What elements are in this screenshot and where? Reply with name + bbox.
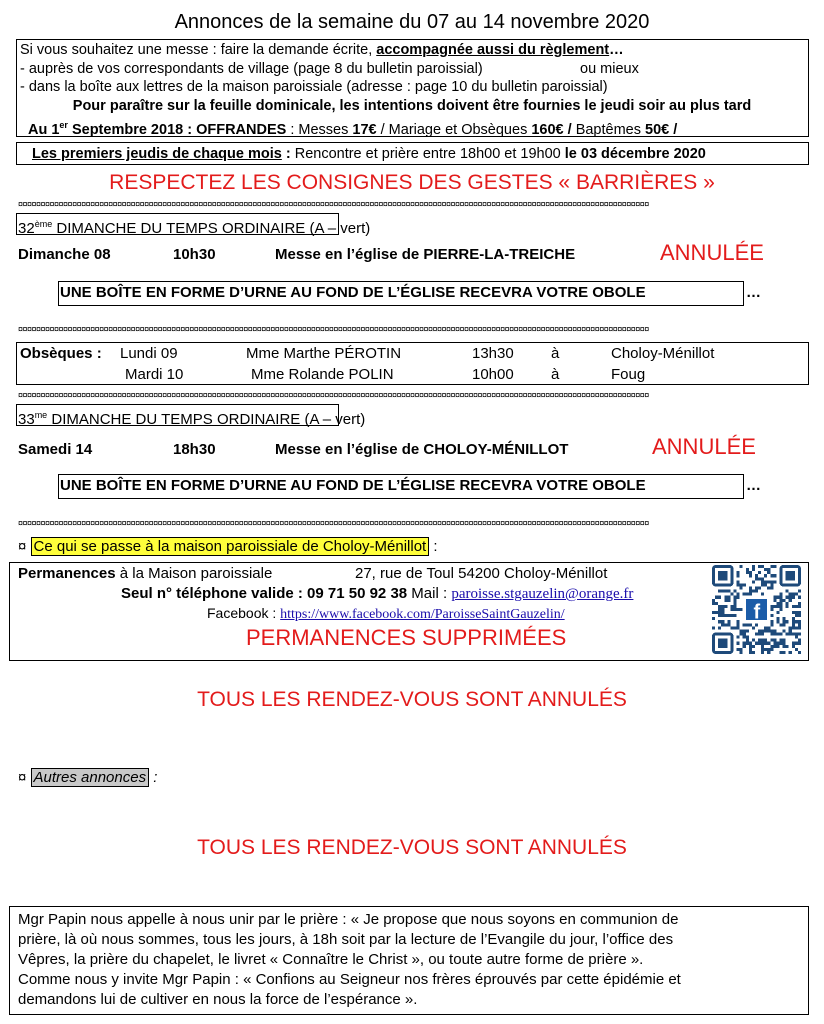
messe-request-text: Si vous souhaitez une messe : faire la demande écrite,	[20, 42, 377, 58]
offrandes-au: Au 1	[28, 121, 60, 138]
obseques-row-1-name: Mme Marthe PÉROTIN	[246, 345, 402, 362]
offrandes-sup: er	[59, 120, 68, 130]
page-title: Annonces de la semaine du 07 au 14 novembre 2020	[174, 11, 650, 33]
offrandes-label: Septembre 2018 : OFFRANDES	[67, 121, 287, 138]
email-link[interactable]: paroisse.stgauzelin@orange.fr	[451, 586, 634, 602]
obseques-row-1-a: à	[551, 345, 560, 362]
messe-request-line-3: - dans la boîte aux lettres de la maison paroissiale (adresse : page 10 du bulletin paroissial)	[20, 79, 608, 95]
urne-message: UNE BOÎTE EN FORME D’URNE AU FOND DE L’ÉGLISE RECEVRA VOTRE OBOLE	[60, 284, 646, 301]
permanences-address: 27, rue de Toul 54200 Choloy-Ménillot	[355, 565, 608, 582]
papin-line-5: demandons lui de cultiver en nous la force de l’espérance ».	[18, 991, 418, 1008]
premiers-jeudis-colon: :	[281, 146, 291, 162]
messe-request-line-2	[20, 61, 483, 77]
autres-colon: :	[149, 769, 158, 786]
autres-heading	[18, 770, 157, 786]
rendez-vous-annules-1: TOUS LES RENDEZ-VOUS SONT ANNULÉS	[197, 688, 627, 711]
offrandes-line	[28, 117, 677, 138]
sunday-33-day: Samedi 14	[18, 441, 93, 458]
obseques-row-2-time: 10h00	[472, 366, 514, 383]
sunday-33-status: ANNULÉE	[652, 434, 756, 459]
sunday-32-day: Dimanche 08	[18, 246, 111, 263]
correspondants-text: - auprès de vos correspondants de village (page 8 du bulletin paroissial)	[20, 61, 483, 77]
papin-line-1: Mgr Papin nous appelle à nous unir par le prière : « Je propose que nous soyons en communion de	[18, 911, 679, 928]
sunday-32-status: ANNULÉE	[660, 240, 764, 265]
obseques-row-1-place: Choloy-Ménillot	[611, 345, 715, 362]
obseques-row-1-time: 13h30	[472, 345, 514, 362]
offrande-bapteme: 50€ /	[645, 121, 678, 138]
papin-line-4: Comme nous y invite Mgr Papin : « Confions au Seigneur nos frères éprouvés par cette épidémie et	[18, 971, 681, 988]
offrandes-mariage-label: / Mariage et Obsèques	[376, 121, 532, 138]
maison-heading	[18, 539, 438, 555]
separator: ¤¤¤¤¤¤¤¤¤¤¤¤¤¤¤¤¤¤¤¤¤¤¤¤¤¤¤¤¤¤¤¤¤¤¤¤¤¤¤¤¤¤¤¤¤¤¤¤¤¤¤¤¤¤¤¤¤¤¤¤¤¤¤¤¤¤¤¤¤¤¤¤¤¤¤¤¤¤¤¤¤¤¤¤¤¤¤¤¤¤¤¤¤¤¤¤¤¤¤¤¤¤¤¤¤¤¤¤¤¤¤¤¤¤¤¤¤¤¤¤¤¤¤¤¤¤¤¤¤¤¤¤¤¤¤¤¤¤¤¤	[18, 521, 649, 526]
mail-label: Mail :	[407, 585, 452, 602]
permanences-place: à la Maison paroissiale	[115, 565, 273, 582]
obseques-row-2-name: Mme Rolande POLIN	[251, 366, 394, 383]
sunday-32-title	[18, 216, 370, 237]
facebook-icon	[746, 599, 767, 624]
phone-number: Seul n° téléphone valide : 09 71 50 92 38	[121, 585, 408, 602]
obseques-row-1-day: Lundi 09	[120, 345, 178, 362]
obseques-row-2-a: à	[551, 366, 560, 383]
sunday-33-num: 33	[18, 411, 35, 428]
offrandes-messes-label: : Messes	[286, 121, 353, 138]
rendez-vous-annules-2: TOUS LES RENDEZ-VOUS SONT ANNULÉS	[197, 836, 627, 859]
bullet: ¤	[18, 769, 27, 786]
sunday-32-time: 10h30	[173, 246, 216, 263]
obseques-label: Obsèques :	[20, 345, 102, 362]
sunday-33-rest: DIMANCHE DU TEMPS ORDINAIRE (A – vert)	[47, 411, 366, 428]
rencontre-date: 03 décembre 2020	[576, 146, 706, 162]
svg-text:f: f	[753, 601, 761, 624]
separator: ¤¤¤¤¤¤¤¤¤¤¤¤¤¤¤¤¤¤¤¤¤¤¤¤¤¤¤¤¤¤¤¤¤¤¤¤¤¤¤¤¤¤¤¤¤¤¤¤¤¤¤¤¤¤¤¤¤¤¤¤¤¤¤¤¤¤¤¤¤¤¤¤¤¤¤¤¤¤¤¤¤¤¤¤¤¤¤¤¤¤¤¤¤¤¤¤¤¤¤¤¤¤¤¤¤¤¤¤¤¤¤¤¤¤¤¤¤¤¤¤¤¤¤¤¤¤¤¤¤¤¤¤¤¤¤¤¤¤¤¤	[18, 393, 649, 398]
rencontre-priere-text: Rencontre et prière entre 18h00 et 19h00	[290, 146, 565, 162]
reglement-emphasis: accompagnée aussi du règlement	[376, 42, 610, 58]
offrande-mariage: 160€ /	[531, 121, 572, 138]
bullet: ¤	[18, 538, 27, 555]
intentions-deadline: Pour paraître sur la feuille dominicale, les intentions doivent être fournies le jeudi soir au plus tard	[72, 98, 752, 114]
obseques-row-2-place: Foug	[611, 366, 646, 383]
facebook-line	[207, 605, 565, 623]
ellipsis: …	[609, 42, 624, 58]
premiers-jeudis-label: Les premiers jeudis de chaque mois	[32, 146, 282, 162]
phone-line	[121, 586, 633, 602]
offrandes-bapteme-label: Baptêmes	[571, 121, 646, 138]
permanences-status: PERMANENCES SUPPRIMÉES	[246, 625, 567, 650]
separator: ¤¤¤¤¤¤¤¤¤¤¤¤¤¤¤¤¤¤¤¤¤¤¤¤¤¤¤¤¤¤¤¤¤¤¤¤¤¤¤¤¤¤¤¤¤¤¤¤¤¤¤¤¤¤¤¤¤¤¤¤¤¤¤¤¤¤¤¤¤¤¤¤¤¤¤¤¤¤¤¤¤¤¤¤¤¤¤¤¤¤¤¤¤¤¤¤¤¤¤¤¤¤¤¤¤¤¤¤¤¤¤¤¤¤¤¤¤¤¤¤¤¤¤¤¤¤¤¤¤¤¤¤¤¤¤¤¤¤¤¤	[18, 327, 649, 332]
sunday-33-title	[18, 407, 365, 428]
obseques-row-2-day: Mardi 10	[125, 366, 184, 383]
urne-ellipsis-1: …	[746, 284, 761, 301]
permanences-line	[18, 566, 272, 582]
autres-label: Autres annonces	[31, 768, 150, 787]
separator: ¤¤¤¤¤¤¤¤¤¤¤¤¤¤¤¤¤¤¤¤¤¤¤¤¤¤¤¤¤¤¤¤¤¤¤¤¤¤¤¤¤¤¤¤¤¤¤¤¤¤¤¤¤¤¤¤¤¤¤¤¤¤¤¤¤¤¤¤¤¤¤¤¤¤¤¤¤¤¤¤¤¤¤¤¤¤¤¤¤¤¤¤¤¤¤¤¤¤¤¤¤¤¤¤¤¤¤¤¤¤¤¤¤¤¤¤¤¤¤¤¤¤¤¤¤¤¤¤¤¤¤¤¤¤¤¤¤¤¤¤	[18, 202, 649, 207]
facebook-link[interactable]: https://www.facebook.com/ParoisseSaintGauzelin/	[280, 607, 565, 622]
le-word: le	[564, 146, 577, 162]
urne-text-2	[60, 478, 646, 494]
urne-message: UNE BOÎTE EN FORME D’URNE AU FOND DE L’ÉGLISE RECEVRA VOTRE OBOLE	[60, 477, 646, 494]
maison-colon: :	[429, 538, 438, 555]
offrande-messes: 17€	[352, 121, 377, 138]
sunday-32-sup: ème	[34, 219, 53, 229]
sunday-33-mass: Messe en l’église de CHOLOY-MÉNILLOT	[275, 441, 569, 458]
permanences-label: Permanences	[18, 565, 116, 582]
sunday-32-rest: DIMANCHE DU TEMPS ORDINAIRE (A – vert)	[52, 220, 371, 237]
consignes-banner: RESPECTEZ LES CONSIGNES DES GESTES « BARRIÈRES »	[109, 171, 715, 194]
ou-mieux: ou mieux	[580, 61, 639, 77]
sunday-32-mass: Messe en l’église de PIERRE-LA-TREICHE	[275, 246, 576, 263]
premiers-jeudis-line	[32, 146, 706, 162]
messe-request-line-1	[20, 42, 624, 58]
urne-ellipsis-2: …	[746, 477, 761, 494]
sunday-33-sup: me	[34, 410, 48, 420]
maison-label: Ce qui se passe à la maison paroissiale de Choloy-Ménillot	[31, 537, 430, 556]
sunday-32-num: 32	[18, 220, 35, 237]
qr-code-icon	[712, 565, 801, 654]
facebook-label: Facebook :	[207, 605, 281, 621]
papin-line-2: prière, là où nous sommes, tous les jours, à 18h soit par la lecture de l’Evangile du jour, l’office des	[18, 931, 674, 948]
sunday-33-time: 18h30	[173, 441, 216, 458]
urne-text-1	[60, 285, 646, 301]
papin-line-3: Vêpres, la prière du chapelet, le livret « Connaître le Christ », ou toute autre forme de prière ».	[18, 951, 644, 968]
